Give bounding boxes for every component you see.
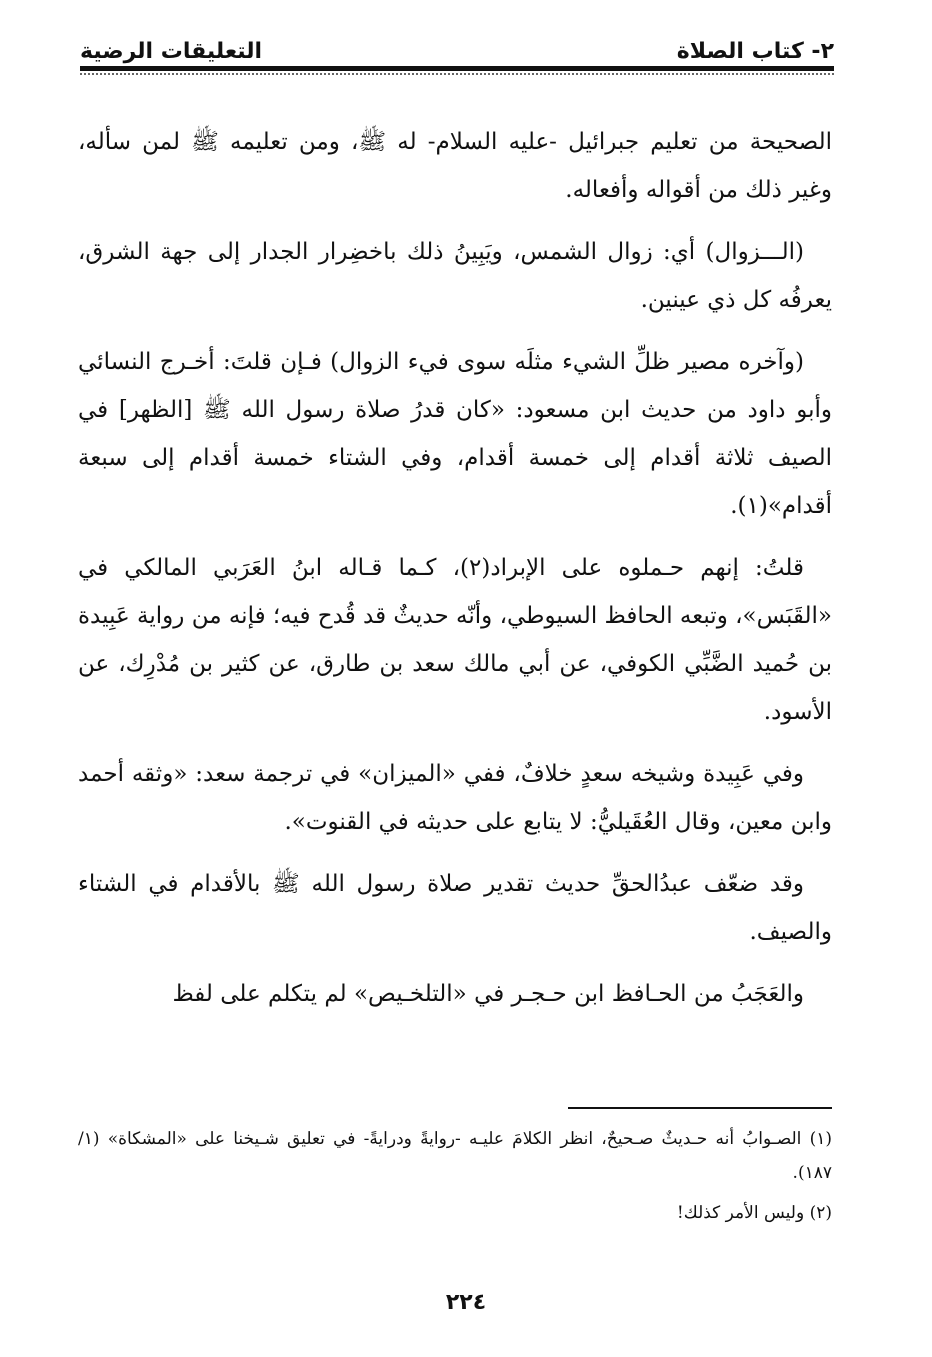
header-rule bbox=[80, 66, 834, 71]
page-number: ٢٢٤ bbox=[445, 1290, 487, 1315]
footnote-2: (٢) وليس الأمر كذلك! bbox=[676, 1203, 832, 1223]
paragraph-7: والعَجَبُ من الحـافظ ابن حـجـر في «التلخـيص» لم يتكلم على لفظ bbox=[172, 981, 804, 1007]
paragraph-3: (وآخره مصير ظلِّ الشيء مثلَه سوى فيء الزوال) فـإن قلتَ: أخـرج النسائي وأبو داود من حديث ابن مسعود: «كان قدرُ صلاة رسول الله ﷺ [الظهر] في الصيف ثلاثة أقدام إلى خمسة أقدام، وفي الشتاء خمسة أقدام إلى سبعة أقدام»(١). bbox=[78, 349, 832, 519]
running-header bbox=[80, 30, 834, 64]
footnotes bbox=[78, 1122, 832, 1236]
paragraph-5: وفي عَبِيدة وشيخه سعدٍ خلافٌ، ففي «الميزان» في ترجمة سعد: «وثقه أحمد وابن معين، وقال العُقَيليُّ: لا يتابع على حديثه في القنوت». bbox=[78, 761, 832, 835]
paragraph-2: (الـــزوال) أي: زوال الشمس، ويَبِينُ ذلك باخضِرار الجدار إلى جهة الشرق، يعرفُه كل ذي عينين. bbox=[78, 239, 832, 313]
chapter-title: ٢- كتاب الصلاة bbox=[676, 39, 834, 64]
main-text bbox=[78, 118, 832, 1032]
footnote-separator bbox=[568, 1107, 832, 1109]
paragraph-1: الصحيحة من تعليم جبرائيل -عليه السلام- له ﷺ، ومن تعليمه ﷺ لمن سأله، وغير ذلك من أقواله وأفعاله. bbox=[78, 129, 832, 203]
paragraph-4: قلتُ: إنهم حـملوه على الإبراد(٢)، كـما قـاله ابنُ العَرَبي المالكي في «القَبَس»، وتبعه الحافظ السيوطي، وأنّه حديثٌ قد قُدح فيه؛ فإنه من رواية عَبِيدة بن حُميد الضَّبِّي الكوفي، عن أبي مالك سعد بن طارق، عن كثير بن مُدْرِك، عن الأسود. bbox=[78, 555, 832, 725]
paragraph-6: وقد ضعّف عبدُالحقِّ حديث تقدير صلاة رسول الله ﷺ بالأقدام في الشتاء والصيف. bbox=[78, 871, 832, 945]
footnote-1: (١) الصـوابُ أنه حـديثٌ صـحيحٌ، انظر الكلامَ عليـه -روايةً ودرايةً- في تعليق شـيخنا على «المشكاة» (١/ ١٨٧). bbox=[78, 1129, 832, 1183]
header-rule-dotted bbox=[80, 73, 834, 75]
book-title: التعليقات الرضية bbox=[80, 39, 263, 64]
